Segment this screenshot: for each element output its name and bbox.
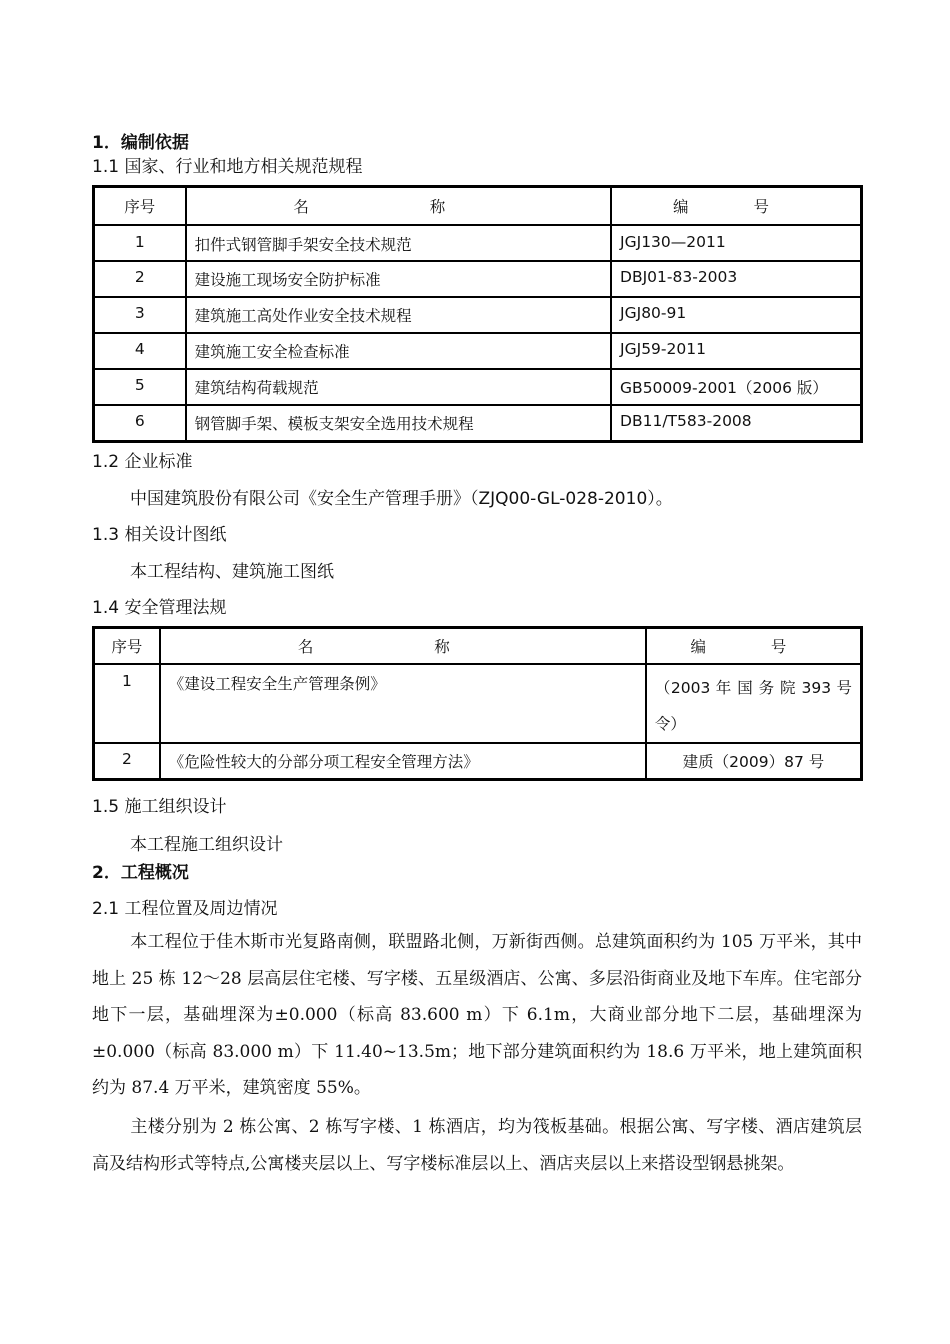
header-name: 名 称: [160, 628, 646, 664]
section-1-4-title: 1.4 安全管理法规: [92, 598, 227, 618]
section-1-3-title: 1.3 相关设计图纸: [92, 525, 227, 545]
table-row: [94, 261, 861, 297]
table-row: [94, 664, 861, 743]
regulations-table: [92, 185, 863, 443]
section-1-3-text: 本工程结构、建筑施工图纸: [130, 562, 334, 582]
overview-paragraph-2: [92, 1109, 862, 1182]
row-no: 5: [94, 369, 186, 405]
row-no: 3: [94, 297, 186, 333]
row-no: 2: [94, 743, 160, 779]
row-name: 扣件式钢管脚手架安全技术规范: [186, 225, 611, 261]
row-name: 建筑施工高处作业安全技术规程: [186, 297, 611, 333]
section-1-5-title: 1.5 施工组织设计: [92, 797, 227, 817]
header-no: 序号: [94, 628, 160, 664]
header-name: 名 称: [186, 187, 611, 225]
row-name: 建筑结构荷载规范: [186, 369, 611, 405]
row-code: 建质（2009）87 号: [646, 743, 861, 779]
row-code: JGJ59-2011: [611, 333, 861, 369]
row-name: 《建设工程安全生产管理条例》: [160, 664, 646, 743]
header-code: 编 号: [646, 628, 861, 664]
section-1-2-title: 1.2 企业标准: [92, 452, 193, 472]
section-2-1-title: 2.1 工程位置及周边情况: [92, 899, 278, 919]
table-row: [94, 225, 861, 261]
overview-paragraph-2-text: 主楼分别为 2 栋公寓、2 栋写字楼、1 栋酒店，均为筏板基础。根据公寓、写字楼、酒店建筑层高及结构形式等特点,公寓楼夹层以上、写字楼标准层以上、酒店夹层以上来搭设型钢悬挑架。: [92, 1117, 862, 1174]
section-2-title: 2．工程概况: [92, 863, 189, 883]
overview-paragraph-1: [92, 924, 862, 1107]
table-row: [94, 333, 861, 369]
row-no: 1: [94, 225, 186, 261]
row-code: （2003 年 国 务 院 393 号 令）: [646, 664, 861, 743]
table-row: [94, 405, 861, 441]
table-header-row: [94, 187, 861, 225]
row-code: JGJ80-91: [611, 297, 861, 333]
safety-laws-table: [92, 626, 863, 781]
table-row: [94, 743, 861, 779]
row-code: DBJ01-83-2003: [611, 261, 861, 297]
row-name: 钢管脚手架、模板支架安全选用技术规程: [186, 405, 611, 441]
row-code: GB50009-2001（2006 版）: [611, 369, 861, 405]
table-row: [94, 369, 861, 405]
row-no: 1: [94, 664, 160, 743]
row-no: 2: [94, 261, 186, 297]
row-name: 《危险性较大的分部分项工程安全管理方法》: [160, 743, 646, 779]
row-code: JGJ130—2011: [611, 225, 861, 261]
table-header-row: [94, 628, 861, 664]
row-code: DB11/T583-2008: [611, 405, 861, 441]
row-no: 6: [94, 405, 186, 441]
section-1-2-text: 中国建筑股份有限公司《安全生产管理手册》（ZJQ00-GL-028-2010）。: [130, 489, 673, 509]
section-1-title: 1．编制依据: [92, 133, 189, 153]
row-name: 建设施工现场安全防护标准: [186, 261, 611, 297]
section-1-5-text: 本工程施工组织设计: [130, 835, 283, 855]
row-no: 4: [94, 333, 186, 369]
overview-paragraph-1-text: 本工程位于佳木斯市光复路南侧，联盟路北侧，万新街西侧。总建筑面积约为 105 万平米，其中地上 25 栋 12～28 层高层住宅楼、写字楼、五星级酒店、公寓、多层沿街商业及地下车库。住宅部分地下一层，基础埋深为±0.000（标高 83.600 m）下 6.1m，大商业部分地下二层，基础埋深为±0.000（标高 83.000 m）下 11.40~13.5m；地下部分建筑面积约为 18.6 万平米，地上建筑面积约为 87.4 万平米，建筑密度 55%。: [92, 932, 862, 1098]
section-1-1-title: 1.1 国家、行业和地方相关规范规程: [92, 157, 363, 177]
table-row: [94, 297, 861, 333]
header-no: 序号: [94, 187, 186, 225]
row-name: 建筑施工安全检查标准: [186, 333, 611, 369]
header-code: 编 号: [611, 187, 861, 225]
